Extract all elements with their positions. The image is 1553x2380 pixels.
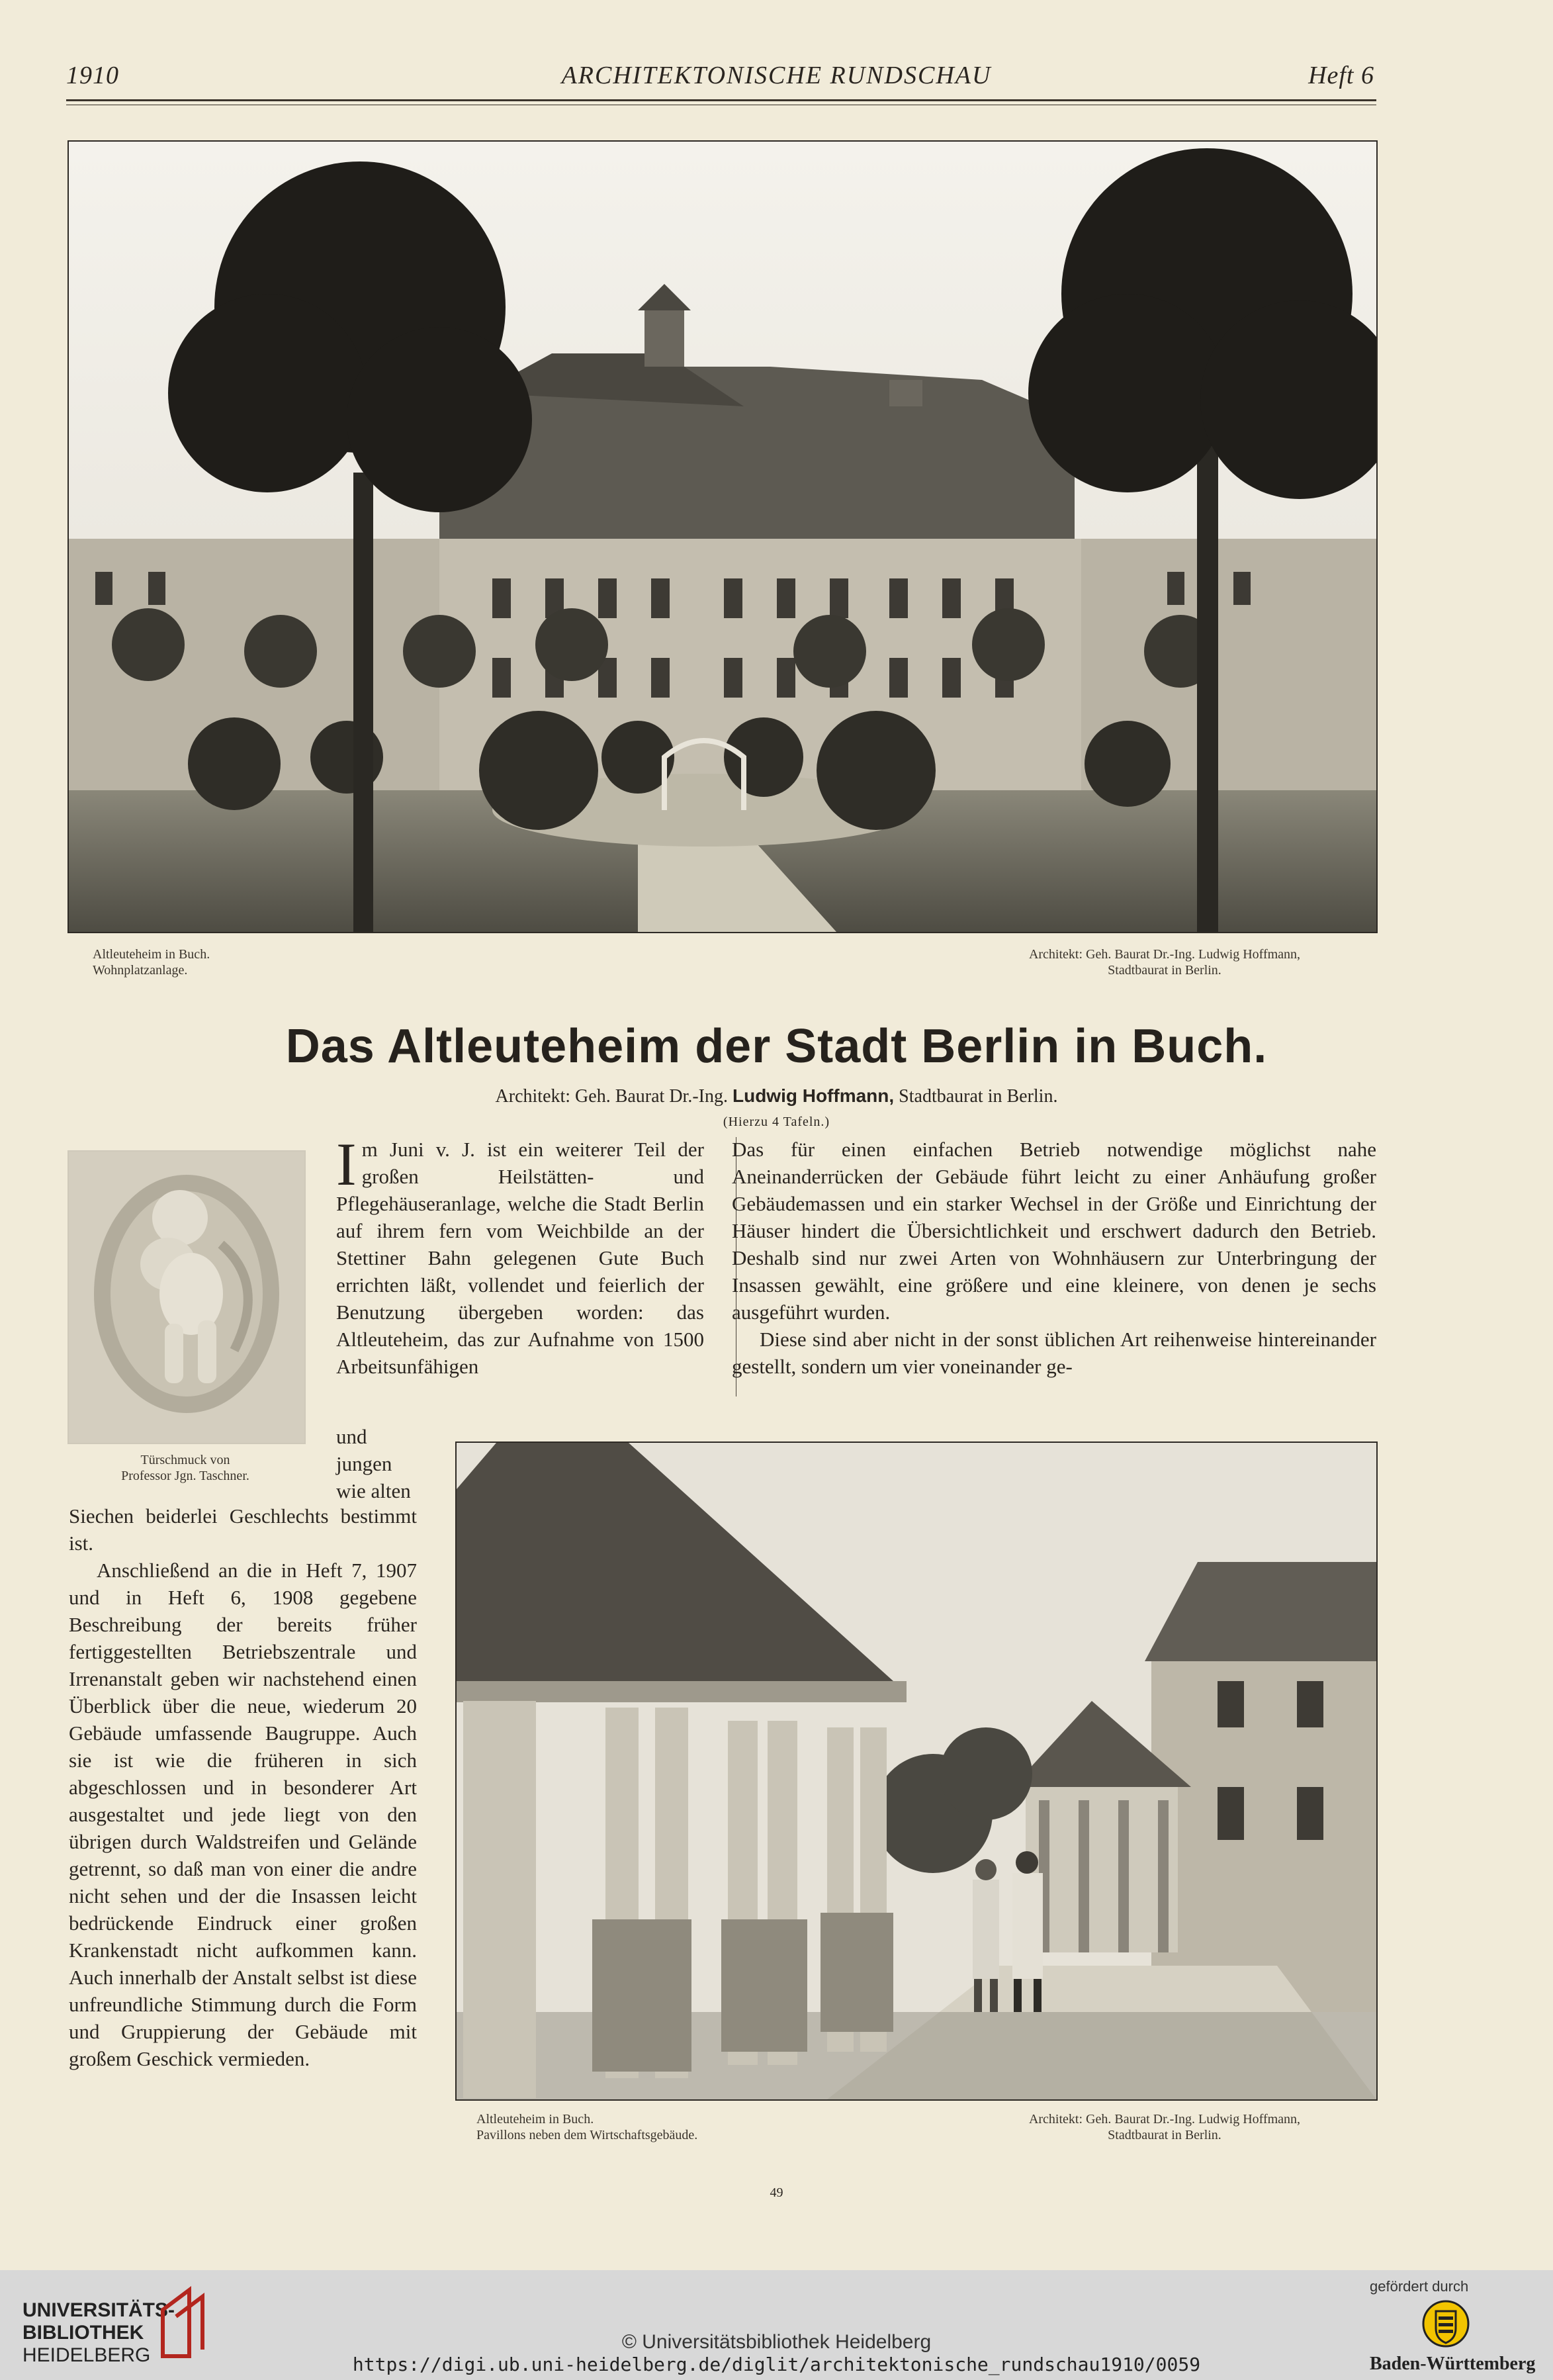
caption-line: Stadtbaurat in Berlin. — [1108, 2128, 1221, 2142]
funded-by-label: gefördert durch — [1370, 2278, 1469, 2295]
library-line-1: UNIVERSITÄTS- — [22, 2299, 175, 2321]
article-subtitle — [0, 1085, 1553, 1107]
left-column-wrap — [336, 1423, 416, 1504]
header-journal-title: ARCHITEKTONISCHE RUNDSCHAU — [561, 62, 992, 89]
article-title: Das Altleuteheim der Stadt Berlin in Buch. — [285, 1020, 1268, 1073]
header-issue: Heft 6 — [1308, 62, 1374, 89]
dropcap: I — [336, 1130, 357, 1198]
photo-bottom-caption-left — [476, 2111, 697, 2143]
header-year: 1910 — [66, 62, 119, 89]
ornament-caption — [67, 1452, 303, 1484]
paragraph-intro-wrap: und jungen wie alten — [336, 1425, 411, 1502]
caption-line: Türschmuck von — [140, 1453, 230, 1467]
paragraph-intro — [336, 1130, 704, 1380]
photo-top-caption-right — [973, 946, 1356, 978]
left-column-bottom — [69, 1502, 417, 2072]
right-column — [732, 1136, 1376, 1380]
caption-line: Altleuteheim in Buch. — [93, 947, 210, 962]
caption-line: Architekt: Geh. Baurat Dr.-Ing. Ludwig Hoffmann, — [1028, 2112, 1301, 2127]
photo-bottom-caption-right — [973, 2111, 1356, 2143]
caption-line: Professor Jgn. Taschner. — [121, 1469, 249, 1483]
coat-of-arms-icon — [1421, 2299, 1470, 2348]
library-line-2: BIBLIOTHEK — [22, 2322, 144, 2344]
paragraph-reihen: Diese sind aber nicht in der sonst üblichen Art reihenweise hintereinander gestellt, sondern um vier voneinander ge- — [732, 1328, 1376, 1378]
paragraph-intro-text: m Juni v. J. ist ein weiterer Teil der großen Heilstätten- und Pflegehäuseranlage, welche die Stadt Berlin auf ihrem fern vom Weichbilde an der Stettiner Bahn gelegenen Gute Buch errichten läßt, vollendet und feierlich der Benutzung übergeben worden: das Altleuteheim, das zur Aufnahme von 1500 Arbeitsunfähigen — [336, 1138, 704, 1378]
photo-ornament — [67, 1150, 306, 1444]
caption-line: Wohnplatzanlage. — [93, 963, 188, 978]
architect-name: Ludwig Hoffmann, — [732, 1085, 895, 1106]
paragraph-anschluss: Anschließend an die in Heft 7, 1907 und in Heft 6, 1908 gegebene Beschreibung der bereits früher fertiggestellten Betriebszentrale und Irrenanstalt geben wir nachstehend einen Überblick über die neue, wiederum 20 Gebäude umfassende Baugruppe. Auch sie ist wie die früheren in sich abgeschlossen und in besonderer Art ausgestaltet und jede liegt von den übrigen durch Waldstreifen und Gelände getrennt, so daß man von einer die andre nicht sehen und der die Insassen leicht bedrückende Eindruck einer großen Krankenstadt nicht aufkommen kann. Auch innerhalb der Anstalt selbst ist diese unfreundliche Stimmung durch die Form und Gruppierung der Gebäude mit großem Geschick vermieden. — [69, 1559, 417, 2070]
ornament-relief-illustration — [69, 1152, 304, 1443]
caption-line: Pavillons neben dem Wirtschaftsgebäude. — [476, 2128, 698, 2142]
paragraph-betrieb: Das für einen einfachen Betrieb notwendige möglichst nahe Aneinanderrücken der Gebäude führt leicht zu einer Anhäufung großer Gebäudemassen und ein starker Wechsel in der Größe und Einrichtung der Häuser hindert die Übersichtlichkeit und erschwert dadurch den Betrieb. Deshalb sind nur zwei Arten von Wohnhäusern zur Unterbringung der Insassen gewählt, eine größere und eine kleinere, von denen je sechs ausgeführt wurden. — [732, 1138, 1376, 1324]
library-line-3: HEIDELBERG — [22, 2344, 151, 2366]
photo-pavillons — [455, 1442, 1378, 2101]
paragraph-intro-end: Siechen beiderlei Geschlechts bestimmt ist. — [69, 1504, 417, 1555]
photo-wohnplatzanlage-illustration — [69, 142, 1376, 932]
subtitle-suffix: Stadtbaurat in Berlin. — [899, 1086, 1058, 1107]
left-column-top — [336, 1130, 704, 1380]
photo-top-caption-left — [93, 946, 210, 978]
plates-note: (Hierzu 4 Tafeln.) — [723, 1115, 830, 1129]
permalink[interactable]: https://digi.ub.uni-heidelberg.de/diglit/architektonische_rundschau1910/0059 — [352, 2354, 1201, 2375]
photo-wohnplatzanlage — [67, 140, 1378, 933]
caption-line: Stadtbaurat in Berlin. — [1108, 963, 1221, 978]
header-rule — [66, 99, 1376, 101]
photo-pavillons-illustration — [457, 1443, 1376, 2099]
caption-line: Architekt: Geh. Baurat Dr.-Ing. Ludwig Hoffmann, — [1028, 947, 1301, 962]
copyright-notice: © Universitätsbibliothek Heidelberg — [621, 2331, 932, 2353]
page-number: 49 — [770, 2185, 783, 2200]
caption-line: Altleuteheim in Buch. — [476, 2112, 594, 2127]
sponsor-name: Baden-Württemberg — [1370, 2354, 1536, 2374]
subtitle-prefix: Architekt: Geh. Baurat Dr.-Ing. — [495, 1086, 728, 1107]
